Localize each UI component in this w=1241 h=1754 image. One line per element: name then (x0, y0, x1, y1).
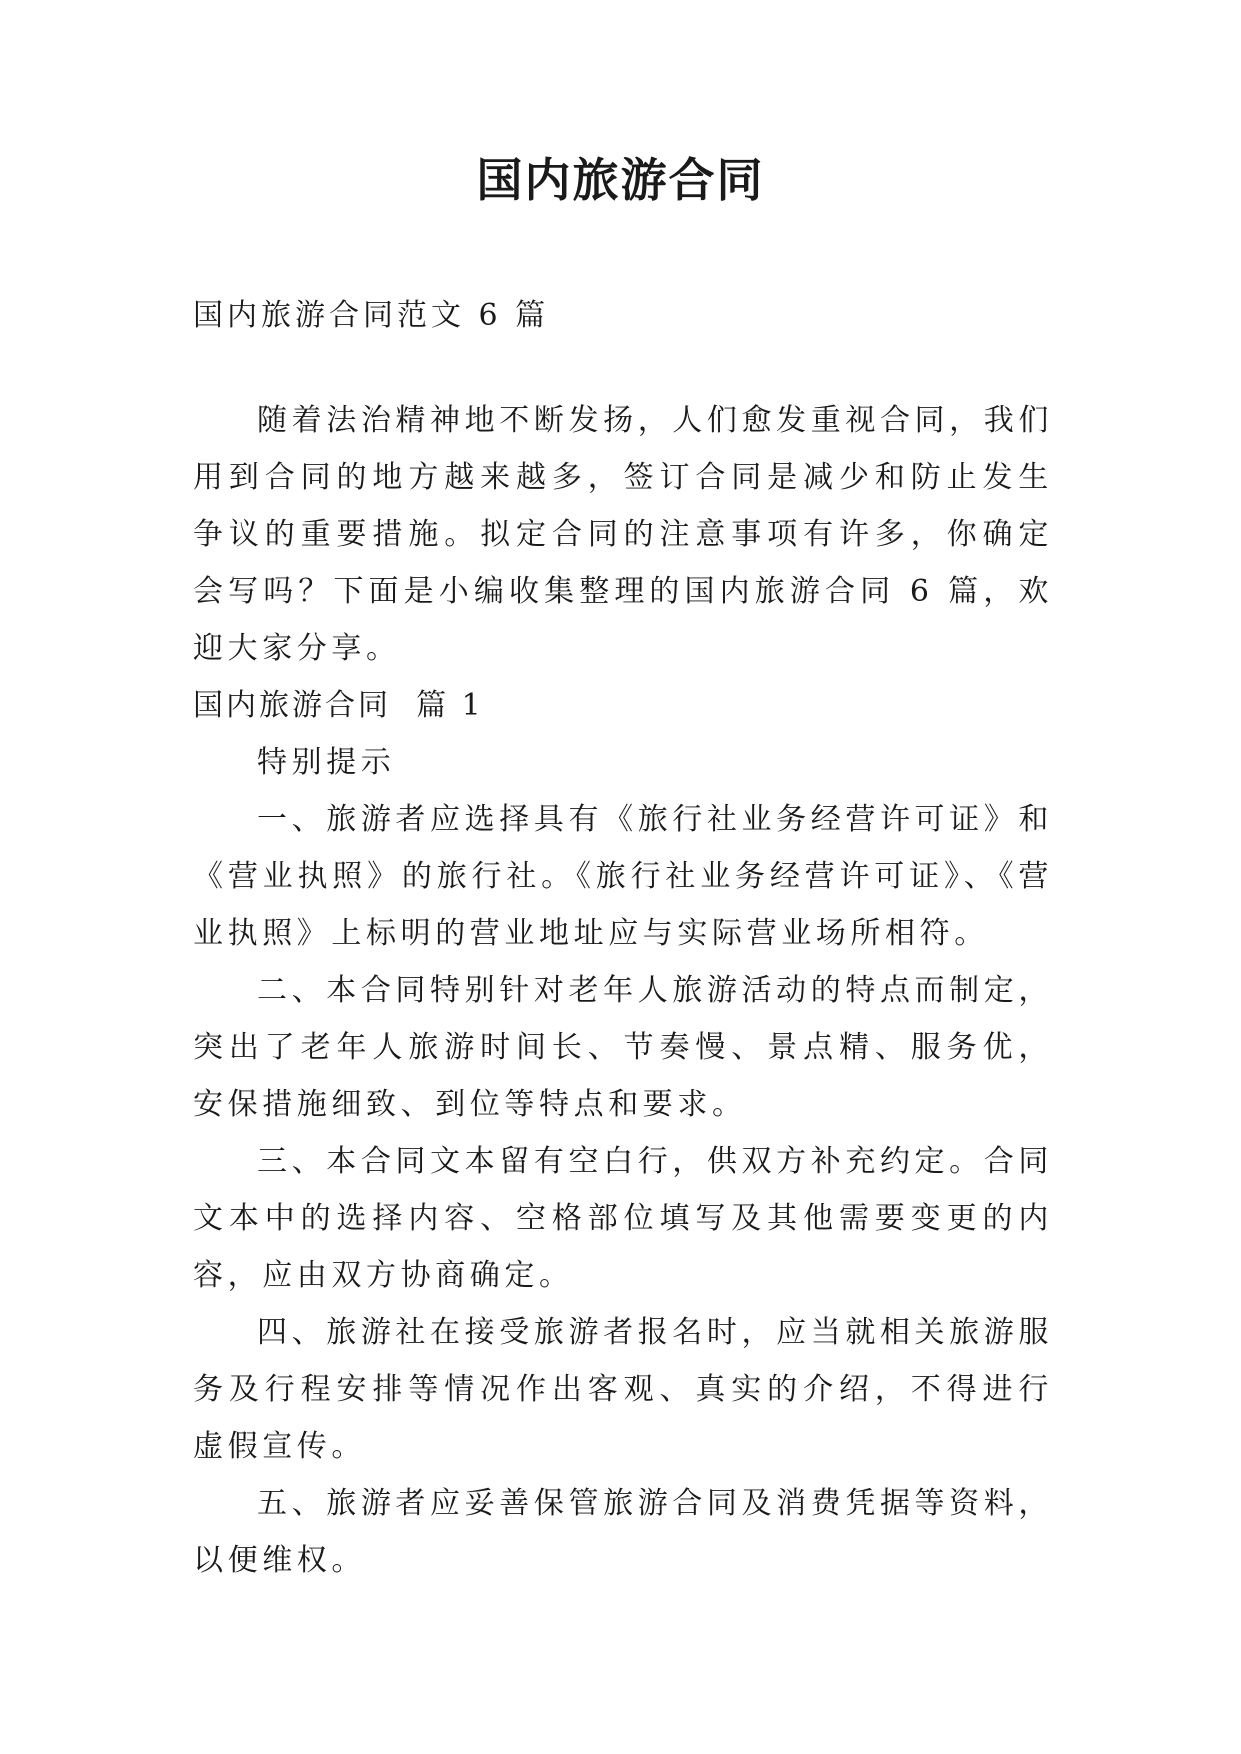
document-title: 国内旅游合同 (476, 153, 765, 207)
notice-item-3: 三、本合同文本留有空白行，供双方补充约定。合同文本中的选择内容、空格部位填写及其他需要变更的内容，应由双方协商确定。 (193, 1144, 1053, 1293)
document-subtitle: 国内旅游合同范文 6 篇 (193, 298, 550, 333)
section-heading: 国内旅游合同 篇 1 (193, 688, 484, 723)
notice-label: 特别提示 (257, 745, 396, 780)
document-body (193, 287, 1053, 1589)
notice-item-4: 四、旅游社在接受旅游者报名时，应当就相关旅游服务及行程安排等情况作出客观、真实的介绍，不得进行虚假宣传。 (193, 1315, 1053, 1464)
intro-paragraph: 随着法治精神地不断发扬，人们愈发重视合同，我们用到合同的地方越来越多，签订合同是减少和防止发生争议的重要措施。拟定合同的注意事项有许多，你确定会写吗？下面是小编收集整理的国内旅游合同 6 篇，欢迎大家分享。 (193, 403, 1053, 666)
notice-item-2: 二、本合同特别针对老年人旅游活动的特点而制定，突出了老年人旅游时间长、节奏慢、景点精、服务优，安保措施细致、到位等特点和要求。 (193, 973, 1053, 1122)
notice-item-1: 一、旅游者应选择具有《旅行社业务经营许可证》和《营业执照》的旅行社。《旅行社业务经营许可证》、《营业执照》上标明的营业地址应与实际营业场所相符。 (193, 802, 1053, 951)
notice-item-5: 五、旅游者应妥善保管旅游合同及消费凭据等资料，以便维权。 (193, 1486, 1053, 1578)
